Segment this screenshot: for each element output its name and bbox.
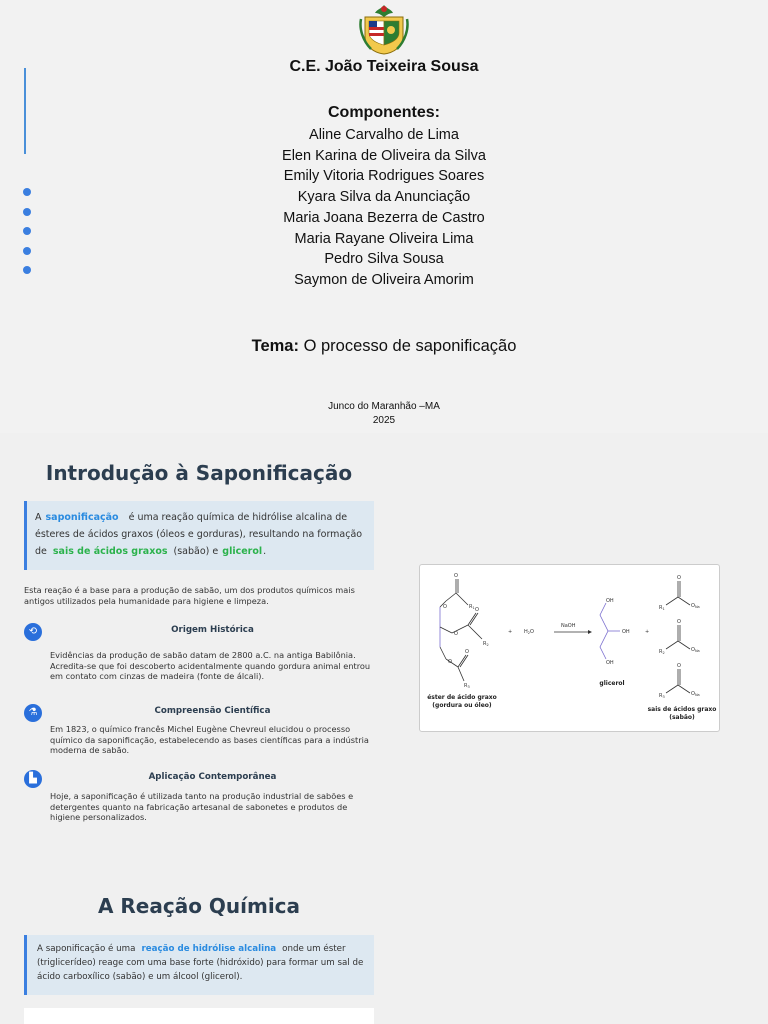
member-name: Aline Carvalho de Lima xyxy=(309,127,459,143)
box-text: onde um éster (triglicerídeo) reage com uma base forte (hidróxido) para formar um sal de ácido carboxílico (sabão) e um álcool (glicerol). xyxy=(37,944,364,982)
oxygen-label: O xyxy=(677,575,681,581)
section-text: Hoje, a saponificação é utilizada tanto na produção industrial de sabões e detergentes quanto na fabricação artesanal de sabonetes e produtos de higiene personalizados. xyxy=(50,791,354,822)
r-group-label: $R_1$ xyxy=(469,604,475,610)
theme-line xyxy=(0,337,768,356)
coat-of-arms-logo xyxy=(359,3,409,55)
salts-label: sais de ácidos graxo xyxy=(647,706,717,713)
member-name: Elen Karina de Oliveira da Silva xyxy=(282,147,486,164)
place-text: Junco do Maranhão –MA xyxy=(328,401,440,412)
section-title: Aplicação Contemporânea xyxy=(148,772,277,782)
member-name: Saymon de Oliveira Amorim xyxy=(294,271,474,288)
highlight-term: reação de hidrólise alcalina xyxy=(141,944,277,954)
oxygen-label: O xyxy=(448,659,452,665)
member-name: Maria Joana Bezerra de Castro xyxy=(283,209,485,226)
member-name: Pedro Silva Sousa xyxy=(324,251,444,268)
oxygen-label: O xyxy=(677,619,681,625)
section-text: Evidências da produção de sabão datam de 2800 a.C. na antiga Babilônia. Acredita-se que foi descoberto acidentalmente quando gordura animal entrou em contato com cinzas de madeira (fonte de álcali). xyxy=(50,650,371,681)
oxygen-label: O xyxy=(475,607,479,613)
highlight-term: sais de ácidos graxos xyxy=(52,546,168,557)
history-icon: ⟲ xyxy=(24,623,42,641)
intro-description: Esta reação é a base para a produção de sabão, um dos produtos químicos mais antigos utilizados pela humanidade para higiene e limpeza. xyxy=(24,585,355,606)
r-group-label: $R_2$ xyxy=(659,649,665,655)
member-name: Emily Vitoria Rodrigues Soares xyxy=(283,168,485,185)
factory-icon: ▙ xyxy=(24,770,42,788)
intro-title: Introdução à Saponificação xyxy=(45,461,353,485)
oxygen-label: O xyxy=(454,573,458,579)
place-date xyxy=(0,400,768,428)
box-text: (sabão) e xyxy=(173,546,219,557)
hydroxyl-label: OH xyxy=(606,660,614,666)
carboxylate-label: $O_{Na}$ xyxy=(691,647,700,653)
school-name: C.E. João Teixeira Sousa xyxy=(289,58,479,75)
box-text: é uma reação química de hidrólise alcalina de ésteres de ácidos graxos (óleos e gorduras), resultando na formação de xyxy=(35,512,363,557)
hydroxyl-label: OH xyxy=(606,598,614,604)
r-group-label: $R_3$ xyxy=(464,683,470,689)
reaction-box xyxy=(24,935,374,995)
r-group-label: $R_3$ xyxy=(659,693,665,699)
reaction-arrow-head xyxy=(588,630,592,634)
section-title: Origem Histórica xyxy=(171,625,254,635)
section-title: Compreensão Científica xyxy=(154,706,271,716)
members-list xyxy=(0,125,768,291)
year-text: 2025 xyxy=(372,415,396,426)
reaction-diagram xyxy=(419,564,720,732)
hydroxyl-label: OH xyxy=(622,629,630,635)
member-name: Maria Rayane Oliveira Lima xyxy=(294,230,474,247)
plus-sign: + xyxy=(645,629,650,635)
water-label: $H_2O$ xyxy=(524,629,534,635)
flask-icon: ⚗ xyxy=(24,704,42,722)
oxygen-label: O xyxy=(465,649,469,655)
next-card xyxy=(24,1008,374,1024)
plus-sign: + xyxy=(508,629,513,635)
theme-value: O processo de saponificação xyxy=(303,337,517,355)
section-text: Em 1823, o químico francês Michel Eugène Chevreul elucidou o processo químico da saponificação, estabelecendo as bases científicas para a indústria moderna de sabão. xyxy=(50,724,369,755)
theme-label: Tema: xyxy=(251,337,299,355)
box-text: A saponificação é uma xyxy=(37,944,136,954)
oxygen-label: O xyxy=(454,631,458,637)
r-group-label: $R_2$ xyxy=(483,641,489,647)
reagent-label: NaOH xyxy=(561,623,576,629)
glycerol-label: glicerol xyxy=(599,680,625,687)
carboxylate-label: $O_{Na}$ xyxy=(691,603,700,609)
highlight-term: saponificação xyxy=(45,512,119,523)
reaction-title: A Reação Química xyxy=(97,894,301,918)
components-heading: Componentes: xyxy=(328,104,440,121)
definition-box xyxy=(24,501,374,570)
member-name: Kyara Silva da Anunciação xyxy=(297,189,471,206)
highlight-term: glicerol xyxy=(222,546,263,557)
box-text: A xyxy=(35,512,42,523)
oxygen-label: O xyxy=(677,663,681,669)
reaction-svg xyxy=(420,565,719,731)
ester-label: éster de ácido graxo xyxy=(427,694,497,701)
r-group-label: $R_1$ xyxy=(659,605,665,611)
carboxylate-label: $O_{Na}$ xyxy=(691,691,700,697)
oxygen-label: O xyxy=(443,604,447,610)
box-text: . xyxy=(263,546,267,557)
ester-label: (gordura ou óleo) xyxy=(432,702,492,709)
salts-label: (sabão) xyxy=(669,714,695,721)
